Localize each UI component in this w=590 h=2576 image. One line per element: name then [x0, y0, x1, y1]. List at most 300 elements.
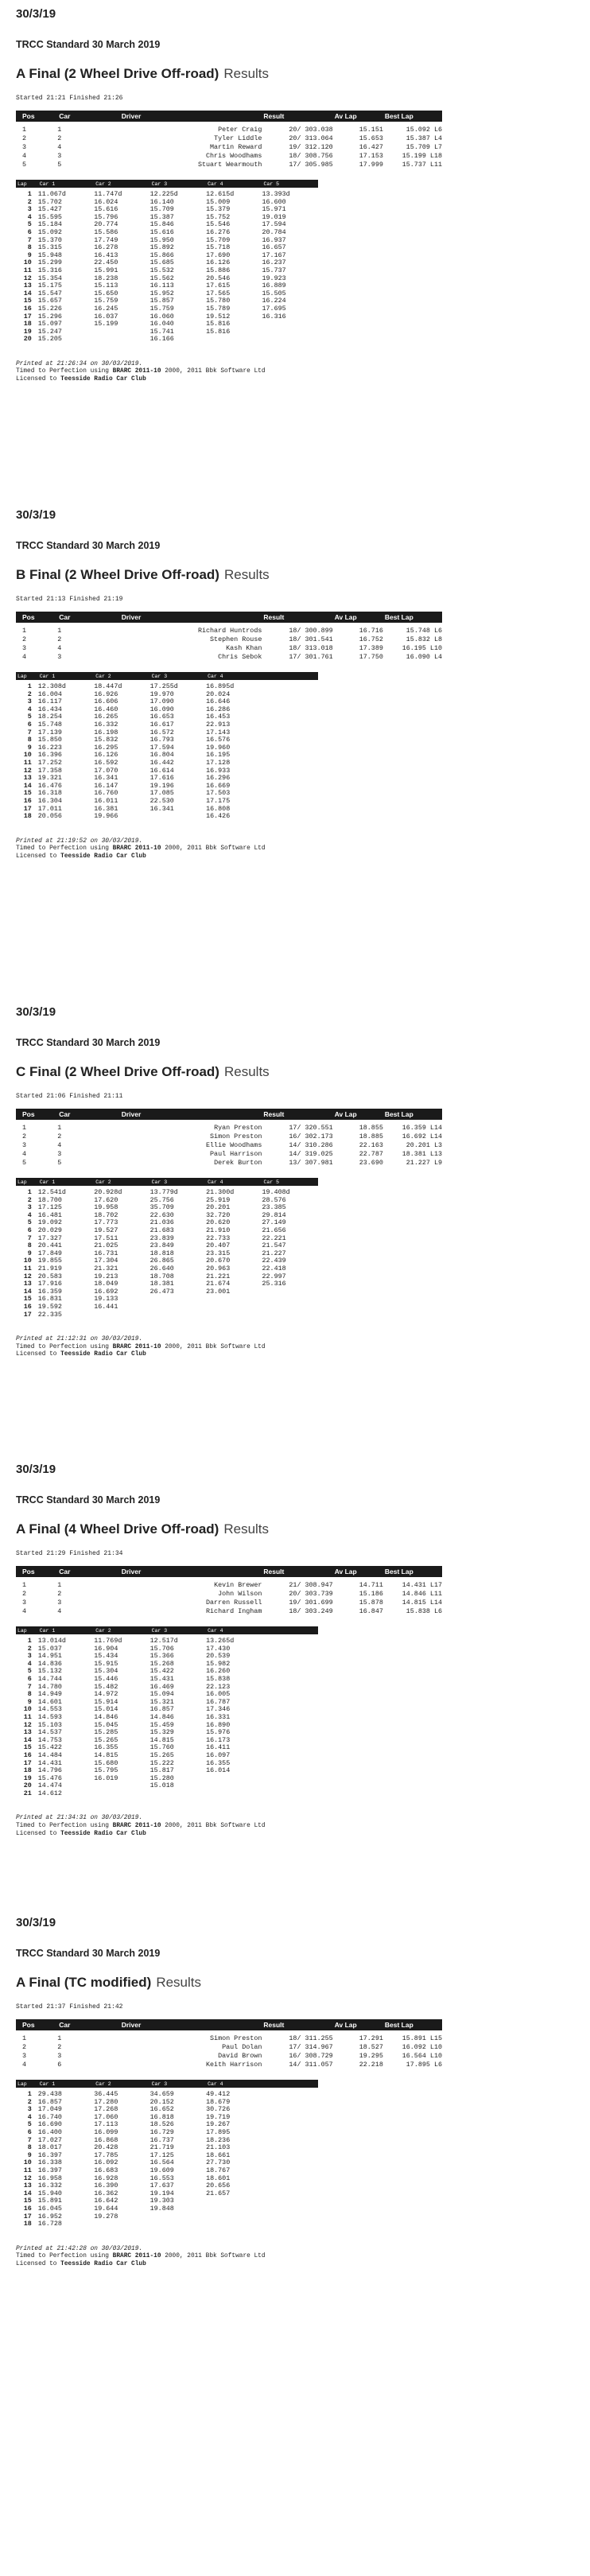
race-title: C Final (2 Wheel Drive Off-road)	[16, 1064, 219, 1079]
race-report	[16, 1915, 574, 2268]
result-cell: 2	[57, 1589, 62, 1598]
lap-time: 16.690	[37, 2120, 62, 2129]
lap-time: 14.815	[94, 1750, 118, 1759]
result-cell: 15.878	[359, 1598, 383, 1607]
result-cell: Kevin Brewer	[214, 1581, 262, 1589]
lap-number: 9	[27, 1697, 32, 1706]
lap-time: 15.370	[37, 235, 62, 244]
lap-header-cell: Car 3	[151, 181, 168, 187]
lap-time: 15.268	[149, 1659, 174, 1668]
lap-header-cell: Car 3	[151, 1179, 168, 1185]
event-name: TRCC Standard 30 March 2019	[16, 540, 161, 551]
result-cell: 15.709 L7	[406, 142, 442, 151]
lap-time: 15.816	[206, 320, 231, 328]
lap-time: 26.640	[149, 1264, 174, 1272]
lap-number: 12	[23, 2174, 32, 2182]
licensed-prefix: Licensed to	[16, 376, 57, 383]
results-header-cell: Result	[263, 613, 285, 621]
lap-time	[262, 1691, 319, 1699]
lap-time: 15.616	[149, 227, 174, 236]
lap-time: 20.656	[206, 2182, 231, 2190]
lap-time	[206, 2205, 262, 2213]
lap-time: 15.816	[206, 327, 231, 336]
lap-time: 16.481	[37, 1210, 62, 1219]
lap-time: 16.933	[206, 766, 231, 775]
lap-time: 14.836	[37, 1659, 62, 1668]
lap-time: 17.011	[37, 804, 62, 813]
lap-time: 16.037	[94, 312, 118, 321]
lap-time: 15.097	[37, 320, 62, 328]
lap-time: 16.400	[37, 2127, 62, 2136]
lap-header-cell: Car 2	[95, 1627, 111, 1634]
lap-time: 16.331	[206, 1712, 231, 1721]
lap-time: 36.445	[94, 2090, 118, 2098]
lap-header-cell: Car 1	[39, 2081, 56, 2087]
lap-number: 4	[27, 1210, 32, 1219]
lap-time: 16.476	[37, 781, 62, 790]
result-cell: 21.227 L9	[406, 1158, 442, 1167]
lap-time: 22.123	[206, 1682, 231, 1691]
results-word: Results	[223, 1521, 270, 1537]
lap-time: 21.221	[206, 1272, 231, 1280]
lap-row	[16, 1311, 318, 1319]
lap-time	[262, 2129, 319, 2137]
lap-time: 15.914	[94, 1697, 118, 1706]
lap-time	[262, 2190, 319, 2198]
lap-time: 15.940	[37, 2189, 62, 2197]
lap-time: 15.838	[206, 1674, 231, 1683]
lap-time: 17.125	[149, 2151, 174, 2159]
lap-time: 15.760	[149, 1743, 174, 1752]
result-cell: 18/ 301.541	[289, 635, 333, 643]
lap-header-cell: Lap	[17, 673, 27, 679]
lap-time: 16.890	[206, 1720, 231, 1729]
lap-time: 14.537	[37, 1728, 62, 1737]
lap-time: 23.839	[149, 1234, 174, 1242]
lap-header-cell: Car 4	[208, 673, 223, 679]
lap-time	[262, 1722, 319, 1730]
result-cell: 16.427	[359, 142, 383, 151]
lap-number: 13	[23, 1728, 32, 1737]
timed-suffix: 2000, 2011 Bbk Software Ltd	[165, 2253, 266, 2260]
lap-time: 15.387	[149, 212, 174, 221]
lap-header-cell	[262, 1626, 319, 1634]
lap-time: 25.756	[149, 1195, 174, 1204]
result-cell: 22.163	[359, 1140, 383, 1149]
lap-time	[262, 1782, 319, 1790]
lap-number: 3	[27, 1203, 32, 1212]
lap-time: 21.657	[206, 2189, 231, 2197]
lap-time: 15.971	[262, 205, 286, 214]
lap-time: 15.891	[37, 2197, 62, 2205]
lap-time: 16.396	[37, 751, 62, 760]
lap-header-cell: Car 5	[263, 1179, 280, 1185]
lap-time: 22.913	[206, 720, 231, 729]
lap-time: 14.846	[94, 1712, 118, 1721]
lap-number: 1	[27, 2090, 32, 2098]
lap-time: 15.446	[94, 1674, 118, 1683]
result-cell: 23.690	[359, 1158, 383, 1167]
lap-time: 20.928d	[94, 1188, 122, 1196]
result-row	[16, 2060, 442, 2069]
lap-time	[262, 1676, 319, 1684]
lap-time: 14.431	[37, 1758, 62, 1767]
lap-number: 13	[23, 282, 32, 290]
lap-number: 18	[23, 812, 32, 821]
lap-time: 15.702	[37, 197, 62, 206]
lap-time: 17.090	[149, 697, 174, 706]
lap-time: 14.753	[37, 1735, 62, 1744]
lap-time: 16.092	[94, 2158, 118, 2167]
printed-prefix: Printed at	[16, 2245, 53, 2252]
lap-time: 18.526	[149, 2120, 174, 2129]
lap-time: 15.222	[149, 1758, 174, 1767]
lap-time: 15.817	[149, 1766, 174, 1775]
lap-number: 8	[27, 1690, 32, 1699]
results-header-cell: Car	[59, 1110, 71, 1118]
lap-time: 17.060	[94, 2112, 118, 2121]
lap-time: 20.963	[206, 1264, 231, 1272]
lap-number: 4	[27, 1659, 32, 1668]
lap-time	[262, 1790, 319, 1798]
lap-time: 16.692	[94, 1287, 118, 1296]
result-row	[16, 151, 442, 160]
lap-number: 16	[23, 2204, 32, 2213]
results-header-cell: Best Lap	[384, 2021, 413, 2029]
lap-number: 9	[27, 743, 32, 752]
lap-time	[206, 2220, 262, 2228]
lap-time	[262, 736, 319, 744]
result-cell: 2	[22, 134, 27, 142]
lap-time: 19.966	[94, 812, 118, 821]
results-header-cell: Pos	[22, 1110, 35, 1118]
club-name: Teesside Radio Car Club	[60, 853, 146, 860]
lap-time: 16.895d	[206, 682, 235, 690]
result-cell: 4	[22, 151, 27, 160]
lap-time	[94, 1782, 149, 1790]
lap-time: 15.846	[149, 220, 174, 229]
lap-number: 6	[27, 720, 32, 729]
lap-time: 19.133	[94, 1295, 118, 1304]
lap-time: 16.760	[94, 789, 118, 798]
result-row	[16, 1598, 442, 1607]
lap-time: 16.295	[94, 743, 118, 752]
result-cell: 6	[57, 2060, 62, 2069]
lap-number: 12	[23, 766, 32, 775]
lap-header-cell: Car 2	[95, 673, 111, 679]
lap-time: 19.267	[206, 2120, 231, 2129]
lap-number: 9	[27, 2151, 32, 2159]
lap-time: 15.752	[206, 212, 231, 221]
lap-time: 14.484	[37, 1750, 62, 1759]
result-cell: 16.692 L14	[402, 1132, 442, 1140]
lap-time	[94, 336, 149, 344]
lap-time: 12.517d	[149, 1637, 178, 1645]
lap-time: 18.381	[149, 1280, 174, 1288]
lap-time: 22.450	[94, 258, 118, 267]
results-header-cell: Av Lap	[334, 1568, 357, 1576]
lap-number: 6	[27, 1674, 32, 1683]
lap-time: 16.318	[37, 789, 62, 798]
result-cell: 18.855	[359, 1124, 383, 1132]
result-row	[16, 2030, 442, 2042]
lap-number: 19	[23, 327, 32, 336]
lap-time: 16.338	[37, 2158, 62, 2167]
lap-time: 18.679	[206, 2097, 231, 2106]
lap-time: 22.630	[149, 1210, 174, 1219]
lap-row	[16, 813, 318, 821]
result-cell: 17.291	[359, 2034, 383, 2042]
lap-time: 17.430	[206, 1644, 231, 1653]
result-cell: Paul Dolan	[222, 2042, 262, 2051]
licensed-prefix: Licensed to	[16, 853, 57, 860]
lap-time: 15.789	[206, 304, 231, 313]
lap-time: 15.459	[149, 1720, 174, 1729]
result-cell: 17.389	[359, 643, 383, 652]
result-cell: 15.199 L18	[402, 151, 442, 160]
lap-time: 22.221	[262, 1234, 286, 1242]
licensed-line	[16, 1351, 574, 1359]
result-row	[16, 2051, 442, 2060]
lap-time: 17.849	[37, 1249, 62, 1257]
lap-number: 9	[27, 251, 32, 259]
lap-time: 14.593	[37, 1712, 62, 1721]
results-header-cell: Car	[59, 2021, 71, 2029]
lap-time: 16.576	[206, 736, 231, 744]
race-title: A Final (2 Wheel Drive Off-road)	[16, 66, 219, 81]
results-header-cell: Result	[263, 1568, 285, 1576]
lap-time: 23.385	[262, 1203, 286, 1212]
lap-row	[16, 680, 318, 691]
lap-time	[150, 1304, 206, 1311]
result-cell: 16.752	[359, 635, 383, 643]
result-cell: Richard Huntrods	[197, 627, 262, 635]
lap-time: 16.453	[206, 713, 231, 721]
results-header-cell: Av Lap	[334, 613, 357, 621]
lap-header-row	[16, 2080, 318, 2088]
results-header-cell: Car	[59, 112, 71, 120]
lap-time: 16.332	[37, 2182, 62, 2190]
lap-time: 20.024	[206, 690, 231, 698]
lap-time: 22.439	[262, 1257, 286, 1265]
lap-time: 15.850	[37, 736, 62, 744]
timed-prefix: Timed to Perfection using	[16, 1343, 109, 1350]
lap-time: 20.583	[37, 1272, 62, 1280]
event-name: TRCC Standard 30 March 2019	[16, 39, 161, 50]
results-word: Results	[223, 567, 270, 582]
lap-number: 21	[23, 1789, 32, 1797]
lap-time	[262, 2152, 319, 2160]
lap-time	[262, 2144, 319, 2152]
lap-number: 15	[23, 1295, 32, 1304]
lap-time	[262, 1737, 319, 1745]
lap-time: 11.067d	[37, 190, 66, 198]
lap-time: 15.547	[37, 289, 62, 297]
result-cell: 4	[57, 643, 62, 652]
lap-time: 15.741	[149, 327, 174, 336]
lap-time: 29.814	[262, 1210, 286, 1219]
timed-suffix: 2000, 2011 Bbk Software Ltd	[165, 368, 266, 375]
lap-time: 15.759	[149, 304, 174, 313]
result-cell: Peter Craig	[218, 126, 262, 134]
lap-time: 17.143	[206, 728, 231, 736]
race-report	[16, 507, 574, 861]
lap-header-row	[16, 672, 318, 680]
lap-number: 1	[27, 1637, 32, 1645]
lap-time	[262, 1744, 319, 1752]
result-row	[16, 160, 442, 169]
result-cell: 14/ 319.025	[289, 1149, 333, 1158]
lap-time: 16.937	[262, 235, 286, 244]
lap-header-row	[16, 1178, 318, 1186]
lap-header-cell	[262, 2080, 319, 2088]
lap-header-cell: Lap	[17, 2081, 27, 2087]
results-header-cell: Pos	[22, 112, 35, 120]
lap-time	[262, 2159, 319, 2167]
lap-time: 15.366	[149, 1652, 174, 1661]
lap-time: 15.265	[94, 1735, 118, 1744]
lap-time: 20.774	[94, 220, 118, 229]
lap-time: 17.027	[37, 2135, 62, 2144]
lap-time	[262, 1729, 319, 1737]
lap-time: 15.982	[206, 1659, 231, 1668]
lap-time: 21.719	[149, 2143, 174, 2152]
lap-time: 15.737	[262, 266, 286, 274]
lap-time	[262, 1668, 319, 1676]
result-cell: 4	[57, 142, 62, 151]
lap-time: 17.268	[94, 2105, 118, 2114]
lap-number: 17	[23, 2212, 32, 2220]
lap-time: 16.592	[94, 758, 118, 767]
lap-time: 19.958	[94, 1203, 118, 1212]
result-cell: Kash Khan	[226, 643, 262, 652]
lap-number: 6	[27, 1226, 32, 1234]
lap-time: 16.237	[262, 258, 286, 267]
lap-time: 16.040	[149, 320, 174, 328]
lap-time: 16.614	[149, 766, 174, 775]
result-row	[16, 1140, 442, 1149]
lap-time: 16.441	[94, 1302, 118, 1311]
lap-header-cell: Car 1	[39, 1179, 56, 1185]
lap-time	[262, 321, 319, 328]
lap-time	[262, 783, 319, 791]
lap-time: 16.359	[37, 1287, 62, 1296]
timed-suffix: 2000, 2011 Bbk Software Ltd	[165, 845, 266, 853]
lap-number: 4	[27, 212, 32, 221]
lap-time: 19.019	[262, 212, 286, 221]
result-row	[16, 134, 442, 142]
lap-time: 16.426	[206, 812, 231, 821]
report-date: 30/3/19	[16, 1916, 56, 1929]
lap-time: 35.709	[149, 1203, 174, 1212]
lap-time	[262, 1661, 319, 1669]
lap-time	[262, 713, 319, 721]
lap-time	[150, 1296, 206, 1304]
lap-time: 16.117	[37, 697, 62, 706]
results-header-cell: Driver	[121, 1568, 142, 1576]
lap-header-row	[16, 1626, 318, 1634]
result-cell: 3	[57, 2051, 62, 2060]
lap-time: 16.173	[206, 1735, 231, 1744]
lap-time: 16.657	[262, 243, 286, 252]
lap-time: 16.653	[149, 713, 174, 721]
lap-time: 17.895	[206, 2127, 231, 2136]
timed-prefix: Timed to Perfection using	[16, 368, 109, 375]
lap-time: 23.849	[149, 1241, 174, 1250]
lap-number: 14	[23, 1735, 32, 1744]
lap-time: 19.719	[206, 2112, 231, 2121]
result-row	[16, 1149, 442, 1158]
lap-time: 26.473	[149, 1287, 174, 1296]
lap-time: 15.976	[206, 1728, 231, 1737]
lap-time: 16.099	[94, 2127, 118, 2136]
lap-time: 12.615d	[206, 190, 235, 198]
result-cell: 20.201 L3	[406, 1140, 442, 1149]
lap-time: 16.286	[206, 705, 231, 713]
lap-time: 16.731	[94, 1249, 118, 1257]
result-row	[16, 1132, 442, 1140]
report-footer	[16, 2246, 574, 2269]
result-cell: 18.381 L13	[402, 1149, 442, 1158]
lap-time: 15.948	[37, 251, 62, 259]
lap-time	[262, 775, 319, 783]
lap-time: 17.346	[206, 1705, 231, 1714]
lap-time	[262, 336, 319, 344]
lap-time	[206, 1775, 262, 1783]
result-cell: Richard Ingham	[206, 1607, 262, 1615]
lap-time: 17.128	[206, 758, 231, 767]
lap-time: 15.434	[94, 1652, 118, 1661]
start-finish-times: Started 21:06 Finished 21:11	[16, 1093, 123, 1100]
lap-time: 20.441	[37, 1241, 62, 1250]
result-cell: 2	[57, 1132, 62, 1140]
lap-time: 17.280	[94, 2097, 118, 2106]
lap-time: 13.779d	[149, 1188, 178, 1196]
results-header-cell: Best Lap	[384, 112, 413, 120]
lap-time: 17.620	[94, 1195, 118, 1204]
lap-time: 17.255d	[149, 682, 178, 690]
lap-time: 17.616	[149, 774, 174, 783]
report-footer	[16, 1815, 574, 1838]
lap-row	[16, 2088, 318, 2099]
lap-time: 15.103	[37, 1720, 62, 1729]
lap-number: 11	[23, 758, 32, 767]
lap-time: 22.530	[149, 796, 174, 805]
results-header-row	[16, 1109, 442, 1120]
lap-number: 8	[27, 243, 32, 252]
result-cell: Paul Harrison	[210, 1149, 262, 1158]
lap-row	[16, 1186, 318, 1197]
lap-time: 15.132	[37, 1667, 62, 1676]
results-table	[16, 2019, 442, 2069]
result-cell: Ellie Woodhams	[206, 1140, 262, 1149]
lap-time: 16.024	[94, 197, 118, 206]
results-header-cell: Best Lap	[384, 1110, 413, 1118]
lap-time	[262, 1304, 319, 1311]
lap-time: 13.265d	[206, 1637, 235, 1645]
lap-time: 28.576	[262, 1195, 286, 1204]
result-cell: 15.748 L6	[406, 627, 442, 635]
lap-header-cell: Car 5	[263, 181, 280, 187]
lap-header-row	[16, 180, 318, 188]
lap-time: 15.037	[37, 1644, 62, 1653]
lap-time: 15.991	[94, 266, 118, 274]
lap-number: 20	[23, 1781, 32, 1790]
lap-time: 17.637	[149, 2182, 174, 2190]
lap-number: 14	[23, 1287, 32, 1296]
lap-time	[206, 1782, 262, 1790]
result-cell: 14.815 L14	[402, 1598, 442, 1607]
